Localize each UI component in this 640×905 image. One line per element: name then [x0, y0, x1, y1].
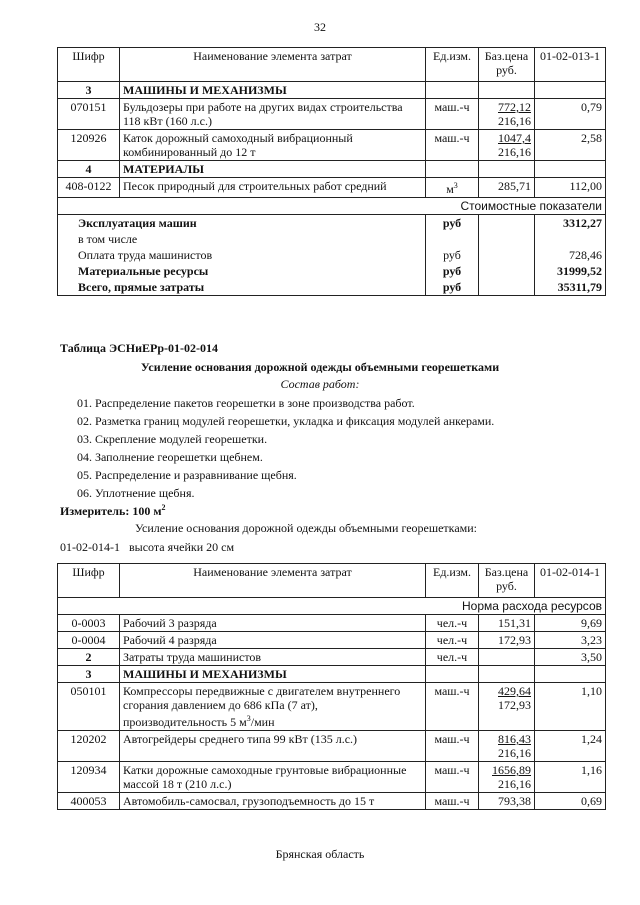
work-item: 01. Распределение пакетов георешетки в зоне производства работ. [77, 396, 415, 410]
base-price: 172,93 [479, 632, 535, 649]
summary-label: в том числе [58, 231, 426, 247]
resource-unit: чел.-ч [426, 649, 479, 666]
resource-unit: маш.-ч [426, 793, 479, 810]
header-unit: Ед.изм. [426, 564, 479, 598]
table-row [58, 793, 606, 810]
section-number: 3 [58, 666, 120, 683]
norm-value: 9,69 [535, 615, 606, 632]
norm-value: 0,69 [535, 793, 606, 810]
norm-value: 0,79 [535, 99, 606, 130]
resource-code: 0-0004 [58, 632, 120, 649]
header-price: Баз.цена руб. [479, 564, 535, 598]
resource-code: 400053 [58, 793, 120, 810]
resource-name: Затраты труда машинистов [120, 649, 426, 666]
base-price: 793,38 [479, 793, 535, 810]
table-resources-013 [57, 47, 606, 296]
section-number: 2 [58, 649, 120, 666]
resource-name: Рабочий 3 разряда [120, 615, 426, 632]
header-name: Наименование элемента затрат [120, 564, 426, 598]
base-price: 772,12 [498, 100, 531, 114]
resource-name: Компрессоры передвижные с двигателем внутреннего сгорания давлением до 686 кПа (7 ат), производительность 5 $м^3$/мин [120, 683, 426, 731]
summary-label: Материальные ресурсы [58, 263, 426, 279]
resource-unit: маш.-ч [426, 130, 479, 161]
norm-value: 1,10 [535, 683, 606, 731]
work-item: 04. Заполнение георешетки щебнем. [77, 450, 263, 464]
section-number: 4 [58, 161, 120, 178]
wage-price: 216,16 [498, 777, 531, 791]
section-heading: Усиление основания дорожной одежды объемными георешетками [140, 360, 500, 374]
resource-code: 408-0122 [58, 178, 120, 198]
summary-row [58, 263, 606, 279]
work-item: 05. Распределение и разравнивание щебня. [77, 468, 297, 482]
norm-value: 2,58 [535, 130, 606, 161]
table-row [58, 130, 606, 161]
table-row [58, 615, 606, 632]
resource-unit: маш.-ч [426, 99, 479, 130]
header-unit: Ед.изм. [426, 48, 479, 82]
resource-unit: $м^3$ [426, 178, 479, 198]
summary-label: Оплата труда машинистов [58, 247, 426, 263]
header-code: Шифр [58, 48, 120, 82]
resource-code: 120926 [58, 130, 120, 161]
header-norm-code: 01-02-014-1 [535, 564, 606, 598]
norm-value: 112,00 [535, 178, 606, 198]
table-resources-014 [57, 563, 606, 810]
resource-unit: маш.-ч [426, 762, 479, 793]
wage-price: 216,16 [498, 746, 531, 760]
header-price: Баз.цена руб. [479, 48, 535, 82]
wage-price: 216,16 [498, 114, 531, 128]
header-code: Шифр [58, 564, 120, 598]
summary-label: Всего, прямые затраты [58, 279, 426, 296]
table-row [58, 649, 606, 666]
summary-row [58, 247, 606, 263]
summary-value: 728,46 [535, 247, 606, 263]
subheading: Усиление основания дорожной одежды объемными георешетками: [135, 521, 477, 535]
summary-unit: руб [426, 215, 479, 232]
base-price: 1656,89 [492, 763, 531, 777]
resource-name: Бульдозеры при работе на других видах строительства 118 кВт (160 л.с.) [120, 99, 426, 130]
table-row [58, 683, 606, 731]
base-price: 429,64 [498, 684, 531, 698]
cost-indicators-note: Стоимостные показатели [58, 198, 606, 215]
meter-label: Измеритель: 100 $м^2$ [60, 503, 166, 518]
base-price: 816,43 [498, 732, 531, 746]
resource-name: Автогрейдеры среднего типа 99 кВт (135 л.с.) [120, 731, 426, 762]
base-price: 285,71 [479, 178, 535, 198]
page-number: 32 [314, 20, 326, 34]
summary-row [58, 215, 606, 232]
resource-code: 050101 [58, 683, 120, 731]
footer-region: Брянская область [275, 847, 365, 861]
work-item: 02. Разметка границ модулей георешетки, укладка и фиксация модулей анкерами. [77, 414, 495, 428]
norm-value: 1,16 [535, 762, 606, 793]
resource-name: Каток дорожный самоходный вибрационный комбинированный до 12 т [120, 130, 426, 161]
table-row [58, 178, 606, 198]
work-item: 06. Уплотнение щебня. [77, 486, 195, 500]
base-price: 1047,4 [498, 131, 531, 145]
resource-code: 070151 [58, 99, 120, 130]
summary-value: 3312,27 [535, 215, 606, 232]
norm-value: 3,50 [535, 649, 606, 666]
wage-price: 216,16 [498, 145, 531, 159]
summary-unit: руб [426, 247, 479, 263]
table-title: Таблица ЭСНиЕРр-01-02-014 [60, 341, 219, 355]
table-row [58, 762, 606, 793]
summary-row [58, 279, 606, 296]
work-item: 03. Скрепление модулей георешетки. [77, 432, 268, 446]
table-row [58, 99, 606, 130]
works-title: Состав работ: [280, 377, 360, 391]
base-price: 151,31 [479, 615, 535, 632]
resource-unit: чел.-ч [426, 632, 479, 649]
resource-code: 120934 [58, 762, 120, 793]
summary-row [58, 231, 606, 247]
norm-resources-note: Норма расхода ресурсов [58, 598, 606, 615]
resource-name: Песок природный для строительных работ средний [120, 178, 426, 198]
table-row [58, 632, 606, 649]
resource-unit: маш.-ч [426, 683, 479, 731]
resource-unit: маш.-ч [426, 731, 479, 762]
resource-code: 120202 [58, 731, 120, 762]
norm-description: высота ячейки 20 см [129, 540, 235, 554]
summary-unit: руб [426, 263, 479, 279]
section-number: 3 [58, 82, 120, 99]
norm-code: 01-02-014-1 [60, 540, 120, 554]
header-norm-code: 01-02-013-1 [535, 48, 606, 82]
summary-unit: руб [426, 279, 479, 296]
wage-price: 172,93 [498, 698, 531, 712]
resource-name: Рабочий 4 разряда [120, 632, 426, 649]
resource-unit: чел.-ч [426, 615, 479, 632]
norm-code-line [60, 540, 234, 555]
summary-value: 31999,52 [535, 263, 606, 279]
summary-value: 35311,79 [535, 279, 606, 296]
resource-name: Автомобиль-самосвал, грузоподъемность до 15 т [120, 793, 426, 810]
header-name: Наименование элемента затрат [120, 48, 426, 82]
norm-value: 3,23 [535, 632, 606, 649]
summary-label: Эксплуатация машин [58, 215, 426, 232]
section-title: МАТЕРИАЛЫ [120, 161, 426, 178]
section-title: МАШИНЫ И МЕХАНИЗМЫ [120, 666, 426, 683]
section-title: МАШИНЫ И МЕХАНИЗМЫ [120, 82, 426, 99]
resource-name: Катки дорожные самоходные грунтовые вибрационные массой 18 т (210 л.с.) [120, 762, 426, 793]
table-row [58, 731, 606, 762]
resource-code: 0-0003 [58, 615, 120, 632]
norm-value: 1,24 [535, 731, 606, 762]
